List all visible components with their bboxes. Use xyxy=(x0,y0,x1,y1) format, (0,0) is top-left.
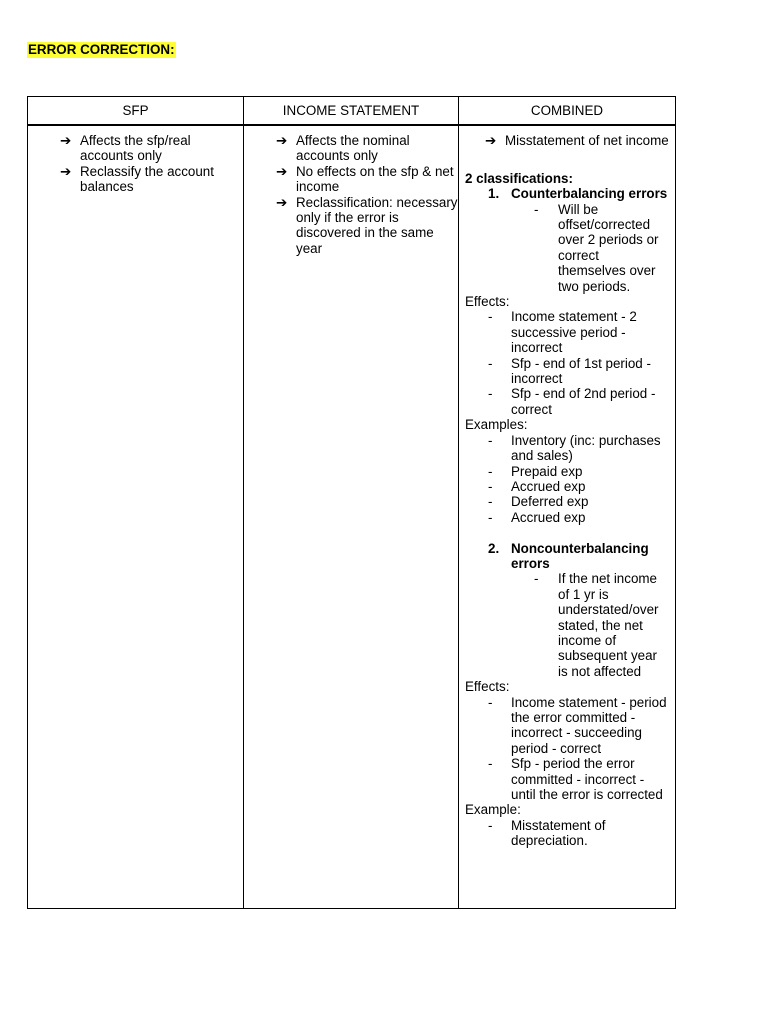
arrow-icon: ➔ xyxy=(485,133,497,148)
effects-label: Effects: xyxy=(465,294,510,310)
list-item-text: Affects the nominal accounts only xyxy=(296,133,410,164)
list-item: - Prepaid exp xyxy=(488,463,583,479)
list-item: - Accrued exp xyxy=(488,509,586,525)
page-title: ERROR CORRECTION: xyxy=(28,42,175,57)
table-header-row xyxy=(28,97,676,126)
list-item: - Sfp - end of 1st period - incorrect xyxy=(488,355,651,387)
list-item: - Accrued exp xyxy=(488,478,586,494)
noncounterbalancing-heading: 2. Noncounterbalancing errors xyxy=(488,540,649,571)
header-combined: COMBINED xyxy=(459,97,676,126)
list-item xyxy=(277,195,458,257)
sfp-list xyxy=(28,133,243,195)
list-item: - Income statement - period the error committed - incorrect - succeeding period - correct xyxy=(488,694,667,756)
list-item xyxy=(486,133,675,148)
list-item: - Income statement - 2 successive period - incorrect xyxy=(488,309,637,356)
arrow-icon: ➔ xyxy=(276,133,288,148)
combined-top-list xyxy=(459,133,675,148)
noncounterbalancing-description: - If the net income of 1 yr is understated/over stated, the net income of subsequent year is not affected xyxy=(534,571,659,679)
arrow-icon: ➔ xyxy=(276,194,288,210)
counterbalancing-heading: 1. Counterbalancing errors xyxy=(488,186,668,202)
list-item: - Inventory (inc: purchases and sales) xyxy=(488,432,661,464)
counterbalancing-examples-list xyxy=(465,433,669,525)
classifications-label: 2 classifications: xyxy=(465,170,573,186)
list-item-text: Affects the sfp/real accounts only xyxy=(80,133,191,164)
combined-cell xyxy=(459,125,676,909)
list-item: - Sfp - end of 2nd period - correct xyxy=(488,386,656,417)
effects-label: Effects: xyxy=(465,679,510,695)
header-sfp: SFP xyxy=(28,97,244,126)
error-correction-table xyxy=(27,96,676,909)
income-list xyxy=(244,133,458,256)
sfp-cell xyxy=(28,125,244,909)
list-item-text: Misstatement of net income xyxy=(505,133,669,148)
income-statement-cell xyxy=(244,125,459,909)
header-income-statement: INCOME STATEMENT xyxy=(244,97,459,126)
list-item: - Misstatement of depreciation. xyxy=(488,817,606,849)
arrow-icon: ➔ xyxy=(60,163,72,179)
table-body-row xyxy=(28,125,676,909)
noncounterbalancing-examples-list xyxy=(465,818,669,849)
list-item xyxy=(61,133,243,164)
list-item: - Sfp - period the error committed - incorrect - until the error is corrected xyxy=(488,756,663,803)
list-item xyxy=(277,164,458,195)
example-label: Example: xyxy=(465,802,521,818)
counterbalancing-description: - Will be offset/corrected over 2 periods or correct themselves over two periods. xyxy=(534,201,659,294)
arrow-icon: ➔ xyxy=(60,133,72,148)
list-item-text: Reclassification: necessary only if the error is discovered in the same year xyxy=(296,194,458,256)
noncounterbalancing-effects-list xyxy=(465,695,669,803)
counterbalancing-effects-list xyxy=(465,309,669,417)
list-item: - Deferred exp xyxy=(488,494,589,510)
list-item-text: No effects on the sfp & net income xyxy=(296,163,454,195)
list-item xyxy=(61,164,243,195)
examples-label: Examples: xyxy=(465,417,528,433)
list-item xyxy=(277,133,458,164)
list-item-text: Reclassify the account balances xyxy=(80,163,214,195)
arrow-icon: ➔ xyxy=(276,163,288,179)
